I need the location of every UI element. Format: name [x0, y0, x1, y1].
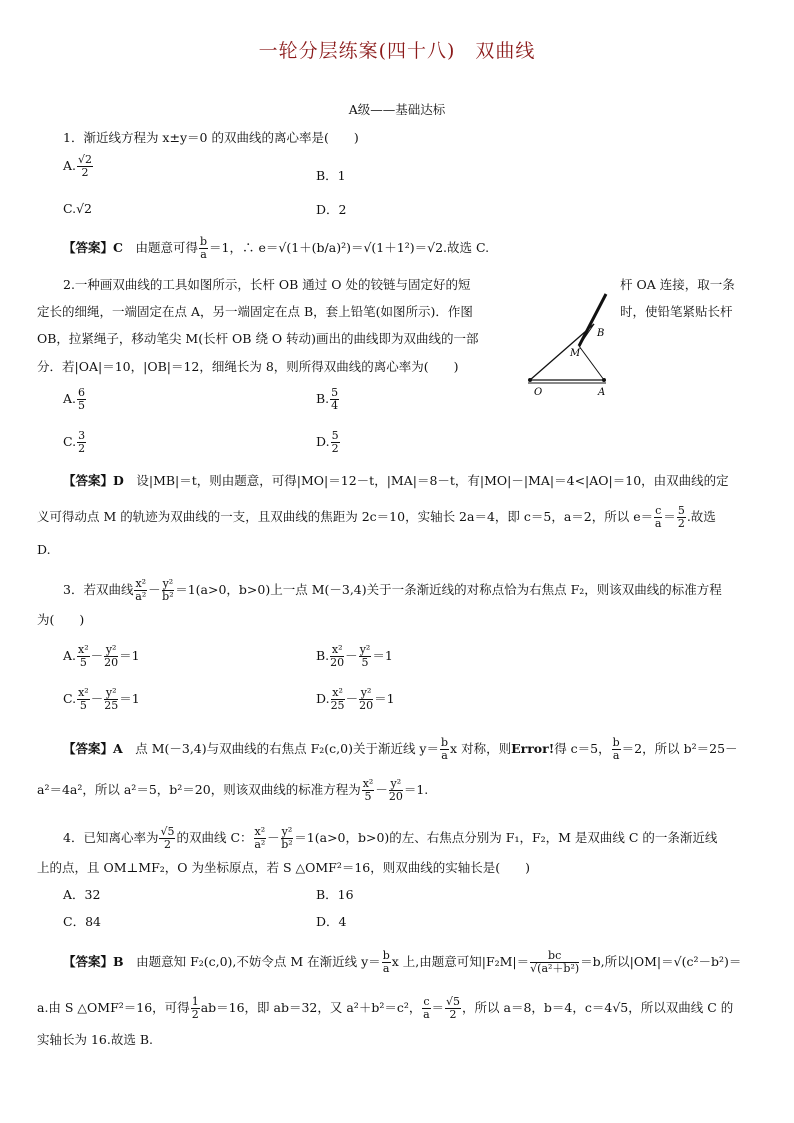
answer-text: 由题意知 F₂(c,0),不妨令点 M 在渐近线 y＝	[136, 954, 381, 969]
numerator: y²	[390, 777, 402, 790]
fraction	[331, 687, 345, 712]
numerator: 3	[78, 429, 86, 442]
fraction	[677, 505, 686, 530]
numerator: 5	[331, 429, 339, 442]
denominator: 2	[78, 442, 86, 455]
numerator: y²	[360, 686, 372, 699]
q1-answer	[63, 236, 489, 261]
q2-line-2-right: 时，使铅笔紧贴长杆	[620, 304, 733, 319]
operator: －	[267, 830, 280, 845]
answer-text: a.由 S △OMF²＝16，可得	[37, 1000, 190, 1015]
q4-stem-line-2: 上的点，且 OM⊥MF₂，O 为坐标原点，若 S △OMF²＝16，则双曲线的实轴长是( )	[37, 860, 530, 875]
page-title: 一轮分层练案(四十八) 双曲线	[258, 40, 536, 62]
answer-text: 由题意可得	[135, 240, 198, 255]
answer-tag: 【答案】B	[63, 954, 124, 969]
numerator: x²	[362, 777, 374, 790]
numerator: 6	[78, 386, 86, 399]
q2-option-a	[63, 387, 87, 412]
q2-answer-line-2	[37, 505, 716, 530]
q2-line-2: 定长的细绳，一端固定在点 A，另一端固定在点 B，套上铅笔(如图所示)．作图	[37, 304, 473, 319]
answer-text: .故选	[686, 509, 716, 524]
denominator: 2	[191, 1008, 199, 1021]
numerator: b	[199, 235, 208, 248]
denominator: b²	[162, 590, 174, 603]
option-value: √2	[76, 201, 93, 216]
hyperbola-tool-figure	[522, 284, 622, 402]
option-label: A.	[63, 648, 77, 663]
denominator: 5	[79, 656, 87, 669]
answer-text: 设|MB|＝t，则由题意，可得|MO|＝12－t，|MA|＝8－t，有|MO|－|MA|＝4<|AO|＝10，由双曲线的定	[136, 473, 729, 488]
q3-option-c	[63, 687, 140, 712]
label-o: O	[534, 387, 543, 398]
fraction	[77, 644, 90, 669]
sqrt-expression: √(1＋(b/a)²)	[278, 240, 351, 255]
q3-stem-line-1	[63, 578, 722, 603]
q1-stem: 1．渐近线方程为 x±y＝0 的双曲线的离心率是( )	[63, 130, 359, 145]
q3-answer-line-1	[63, 737, 738, 762]
stem-text: 的双曲线 C：	[176, 830, 253, 845]
answer-text: x 对称，则	[450, 741, 512, 756]
denominator: b²	[281, 838, 293, 851]
q4-option-a: A．32	[63, 887, 101, 902]
fraction: $\frac{b}{a}$	[382, 949, 390, 975]
answer-text: 得 c＝5，	[554, 741, 611, 756]
error-marker: Error!	[511, 741, 555, 756]
fraction	[362, 778, 375, 803]
answer-text: ＝b,所以|OM|＝	[580, 954, 674, 969]
answer-text: ＝	[431, 1000, 445, 1015]
option-label: D.	[316, 434, 330, 449]
q2-answer-line-1	[63, 473, 729, 489]
stem-text: ＝1(a>0，b>0)上一点 M(－3,4)关于一条渐近线的对称点恰为右焦点 F₂，则该双曲线的标准方程	[175, 582, 722, 597]
denominator: 2	[163, 838, 171, 851]
q3-option-d	[316, 687, 395, 712]
fraction	[104, 644, 118, 669]
q1-option-a	[63, 154, 94, 179]
denominator: 5	[361, 656, 369, 669]
q4-option-c: C．84	[63, 914, 101, 929]
q3-option-b	[316, 644, 393, 669]
denominator: 20	[330, 656, 345, 669]
fraction	[162, 578, 175, 603]
answer-text: ＝2，所以 b²＝25－	[621, 741, 738, 756]
fraction: $\frac{b}{a}$	[441, 736, 449, 762]
q2-line-1: 2.一种画双曲线的工具如图所示，长杆 OB 通过 O 处的铰链与固定好的短	[63, 277, 471, 292]
fraction	[77, 687, 90, 712]
q3-answer-line-2	[37, 778, 428, 803]
option-tail: ＝1	[119, 691, 140, 706]
q2-answer-line-3: D.	[37, 542, 51, 557]
denominator: 5	[364, 790, 372, 803]
answer-text: ，所以 a＝8，b＝4，c＝4√5，所以双曲线 C 的	[462, 1000, 734, 1015]
fraction	[199, 236, 208, 261]
label-b: B	[597, 328, 605, 339]
fraction	[330, 644, 344, 669]
answer-text: 点 M(－3,4)与双曲线的右焦点 F₂(c,0)关于渐近线 y＝	[135, 741, 439, 756]
denominator: 20	[388, 790, 403, 803]
fraction	[422, 996, 430, 1021]
denominator: 2	[677, 517, 685, 530]
q3-option-a	[63, 644, 140, 669]
q1-option-c	[63, 201, 92, 217]
label-a: A	[598, 387, 606, 398]
denominator: 20	[104, 656, 119, 669]
answer-text: x 上,由题意可知|F₂M|＝	[391, 954, 530, 969]
fraction	[359, 644, 372, 669]
answer-tag: 【答案】C	[63, 240, 123, 255]
numerator: x²	[254, 825, 266, 838]
denominator: 5	[78, 399, 86, 412]
q4-stem-line-1	[63, 826, 717, 851]
denominator: a	[654, 517, 662, 530]
answer-text: ab＝16，即 ab＝32，又 a²＋b²＝c²，	[200, 1000, 422, 1015]
fraction	[331, 430, 340, 455]
answer-text: ＝	[663, 509, 676, 524]
answer-text: ＝	[728, 954, 742, 969]
stem-text: 3．若双曲线	[63, 582, 134, 597]
numerator: √5	[446, 995, 461, 1008]
fraction	[77, 430, 86, 455]
numerator: 5	[677, 504, 685, 517]
q4-answer-line-1	[63, 950, 741, 975]
q1-option-b: B．1	[316, 168, 346, 183]
answer-text: ＝1.	[403, 782, 429, 797]
numerator: bc	[530, 950, 579, 963]
fraction: $\frac{b}{a}$	[612, 736, 620, 762]
fraction	[445, 996, 461, 1021]
option-label: D.	[316, 691, 330, 706]
numerator: y²	[281, 825, 293, 838]
option-label: A.	[63, 391, 77, 406]
answer-text: a²＝4a²，所以 a²＝5，b²＝20，则该双曲线的标准方程为	[37, 782, 361, 797]
numerator: x²	[78, 643, 89, 656]
sqrt-expression: √(c²－b²)	[673, 954, 729, 969]
fraction	[330, 387, 339, 412]
option-tail: ＝1	[119, 648, 140, 663]
fraction	[134, 578, 147, 603]
numerator: y²	[105, 643, 117, 656]
fraction	[359, 687, 373, 712]
fraction	[191, 996, 200, 1021]
denominator: √(a²＋b²)	[530, 962, 580, 975]
answer-text: ＝√(1＋1²)＝√2.故选 C.	[350, 240, 490, 255]
numerator: √2	[78, 153, 93, 166]
numerator: x²	[331, 643, 343, 656]
q4-option-d: D．4	[316, 914, 347, 929]
denominator: 25	[104, 699, 119, 712]
fraction	[254, 826, 267, 851]
denominator: a²	[254, 838, 266, 851]
option-tail: ＝1	[374, 691, 395, 706]
q4-answer-line-2	[37, 996, 733, 1021]
fraction	[104, 687, 118, 712]
answer-text: ＝1，∴ e＝	[209, 240, 279, 255]
numerator: x²	[135, 577, 147, 590]
numerator: 5	[331, 386, 339, 399]
fraction	[389, 778, 403, 803]
option-label: B.	[316, 648, 330, 663]
denominator: 2	[81, 166, 89, 179]
hinge-o	[528, 378, 532, 382]
denominator: 4	[331, 399, 339, 412]
fraction	[530, 950, 579, 975]
q2-option-c	[63, 430, 87, 455]
numerator: √5	[160, 825, 175, 838]
q1-option-d: D．2	[316, 202, 347, 217]
q2-line-3: OB，拉紧绳子，移动笔尖 M(长杆 OB 绕 O 转动)画出的曲线即为双曲线的一部	[37, 331, 479, 346]
fraction	[77, 387, 86, 412]
numerator: y²	[105, 686, 117, 699]
denominator: 25	[330, 699, 345, 712]
operator: －	[90, 648, 104, 663]
answer-text: 义可得动点 M 的轨迹为双曲线的一支，且双曲线的焦距为 2c＝10，实轴长 2a＝4，即 c＝5，a＝2，所以 e＝	[37, 509, 654, 524]
denominator: 20	[359, 699, 374, 712]
label-m: M	[570, 348, 581, 359]
q3-stem-line-2: 为( )	[37, 612, 85, 627]
numerator: y²	[359, 643, 371, 656]
operator: －	[345, 691, 359, 706]
stem-text: 4．已知离心率为	[63, 830, 159, 845]
option-label: B.	[316, 391, 330, 406]
answer-tag: 【答案】A	[63, 741, 123, 756]
section-heading: A级——基础达标	[348, 102, 446, 117]
q2-line-1-right: 杆 OA 连接，取一条	[620, 277, 735, 292]
operator: －	[90, 691, 104, 706]
numerator: 1	[191, 995, 199, 1008]
denominator: a	[200, 248, 207, 261]
denominator: a	[423, 1008, 430, 1021]
option-label: C.	[63, 691, 77, 706]
operator: －	[148, 582, 161, 597]
numerator: c	[423, 995, 430, 1008]
q2-option-b	[316, 387, 340, 412]
denominator: 2	[449, 1008, 457, 1021]
stem-text: ＝1(a>0，b>0)的左、右焦点分别为 F₁，F₂，M 是双曲线 C 的一条渐近线	[294, 830, 718, 845]
string-ma	[579, 346, 604, 380]
numerator: x²	[332, 686, 343, 699]
numerator: c	[655, 504, 662, 517]
denominator: a²	[135, 590, 147, 603]
denominator: 2	[331, 442, 339, 455]
fraction	[159, 826, 175, 851]
fraction	[77, 154, 93, 179]
numerator: x²	[78, 686, 89, 699]
numerator: y²	[162, 577, 174, 590]
point-a	[602, 378, 606, 382]
q2-line-4: 分．若|OA|＝10，|OB|＝12，细绳长为 8，则所得双曲线的离心率为( )	[37, 359, 459, 374]
option-label: C.	[63, 201, 77, 216]
fraction	[654, 505, 662, 530]
option-label: C.	[63, 434, 77, 449]
fraction	[281, 826, 294, 851]
q2-option-d	[316, 430, 341, 455]
operator: －	[375, 782, 388, 797]
option-label: A.	[63, 158, 77, 173]
operator: －	[345, 648, 358, 663]
q4-option-b: B．16	[316, 887, 354, 902]
q4-answer-line-3: 实轴长为 16.故选 B.	[37, 1032, 153, 1047]
option-tail: ＝1	[372, 648, 393, 663]
answer-tag: 【答案】D	[63, 473, 124, 488]
denominator: 5	[79, 699, 87, 712]
